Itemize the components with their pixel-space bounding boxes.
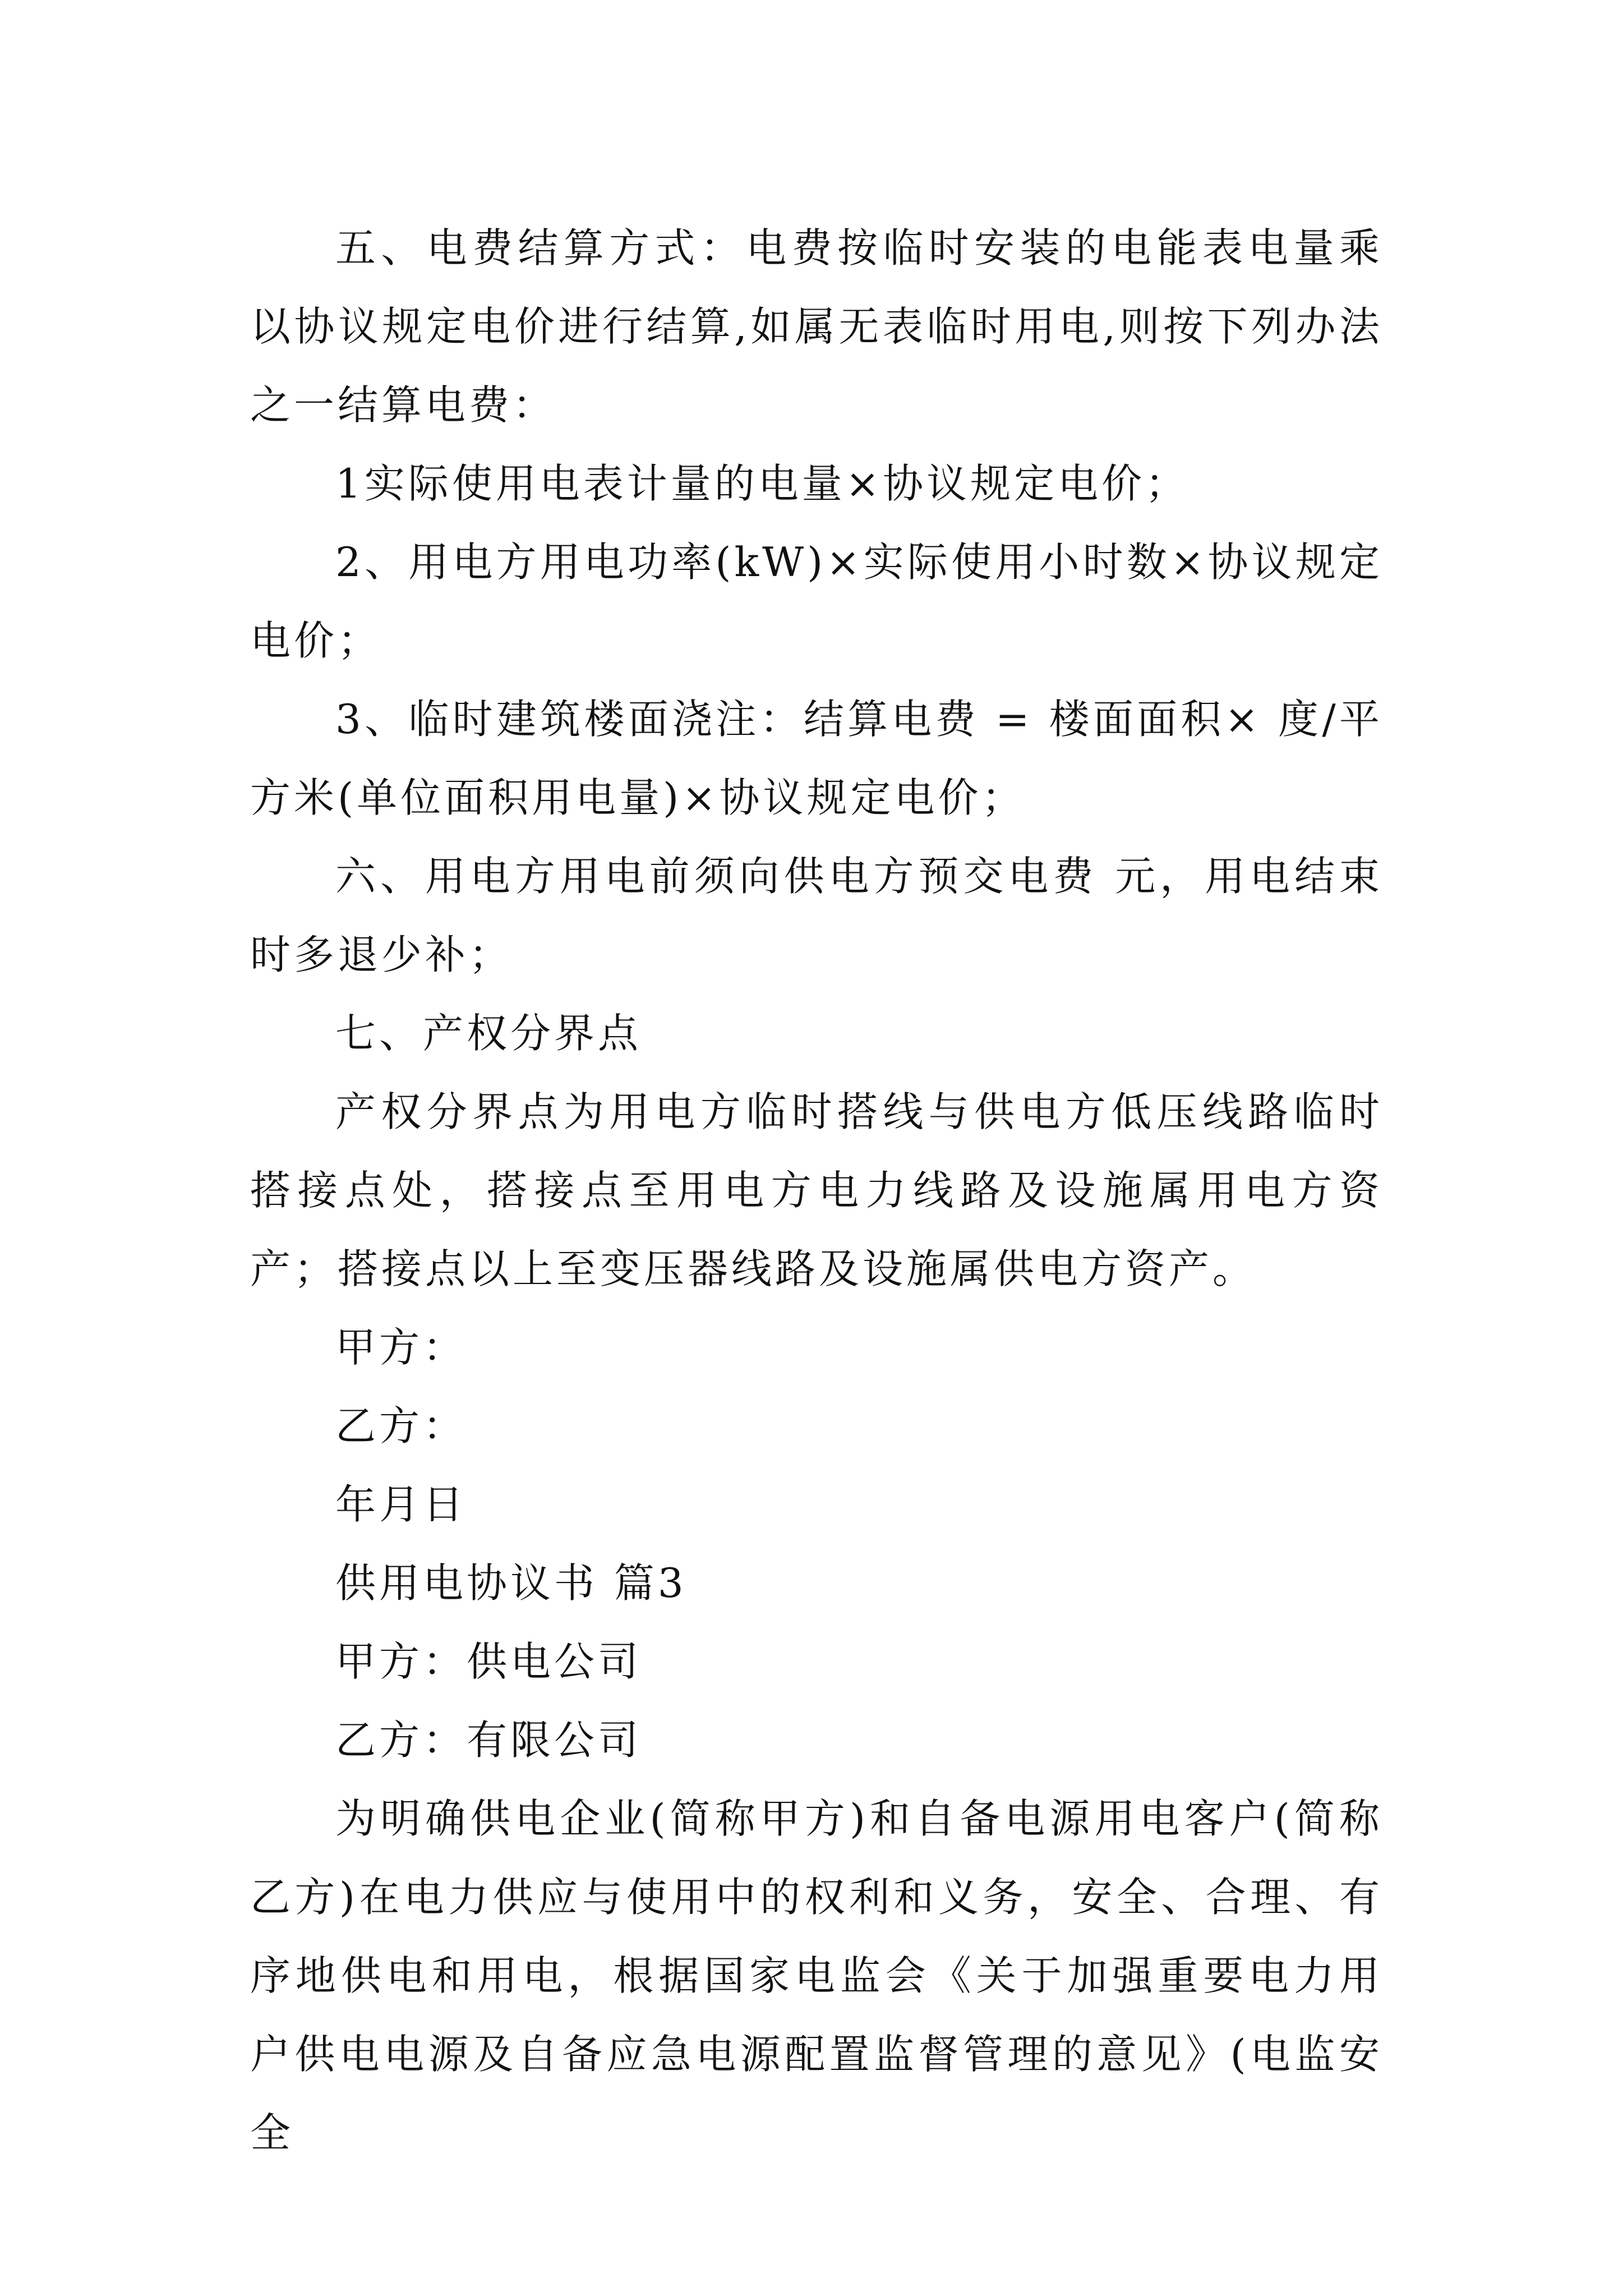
party-a-name: 甲方：供电公司 (335, 1638, 642, 1685)
paragraph-prepayment: 六、用电方用电前须向供电方预交电费 元，用电结束时多退少补； (250, 853, 1383, 978)
party-b-name: 乙方：有限公司 (335, 1717, 642, 1764)
paragraph-item-1: 1实际使用电表计量的电量×协议规定电价； (335, 460, 1189, 507)
paragraph-item-2: 2、用电方用电功率(kW)×实际使用小时数×协议规定电价； (250, 539, 1383, 664)
paragraph-settlement-method: 五、电费结算方式：电费按临时安装的电能表电量乘以协议规定电价进行结算,如属无表临时用电,则按下列办法之一结算电费： (250, 224, 1383, 429)
party-a-label: 甲方： (335, 1324, 467, 1371)
party-b-label: 乙方： (335, 1402, 467, 1450)
paragraph-item-3: 3、临时建筑楼面浇注：结算电费 = 楼面面积× 度/平方米(单位面积用电量)×协议规定电价； (250, 696, 1383, 821)
paragraph-section-heading: 七、产权分界点 (335, 1010, 642, 1057)
agreement-title: 供用电协议书 篇3 (335, 1559, 687, 1607)
paragraph-property-boundary: 产权分界点为用电方临时搭线与供电方低压线路临时搭接点处，搭接点至用电方电力线路及设施属用电方资产；搭接点以上至变压器线路及设施属供电方资产。 (250, 1088, 1383, 1292)
date-line: 年月日 (335, 1481, 467, 1528)
paragraph-purpose: 为明确供电企业(简称甲方)和自备电源用电客户(简称乙方)在电力供应与使用中的权利和义务，安全、合理、有序地供电和用电，根据国家电监会《关于加强重要电力用户供电电源及自备应急电源配置监督管理的意见》(电监安全 (250, 1795, 1383, 2156)
document-body (250, 209, 1383, 2172)
